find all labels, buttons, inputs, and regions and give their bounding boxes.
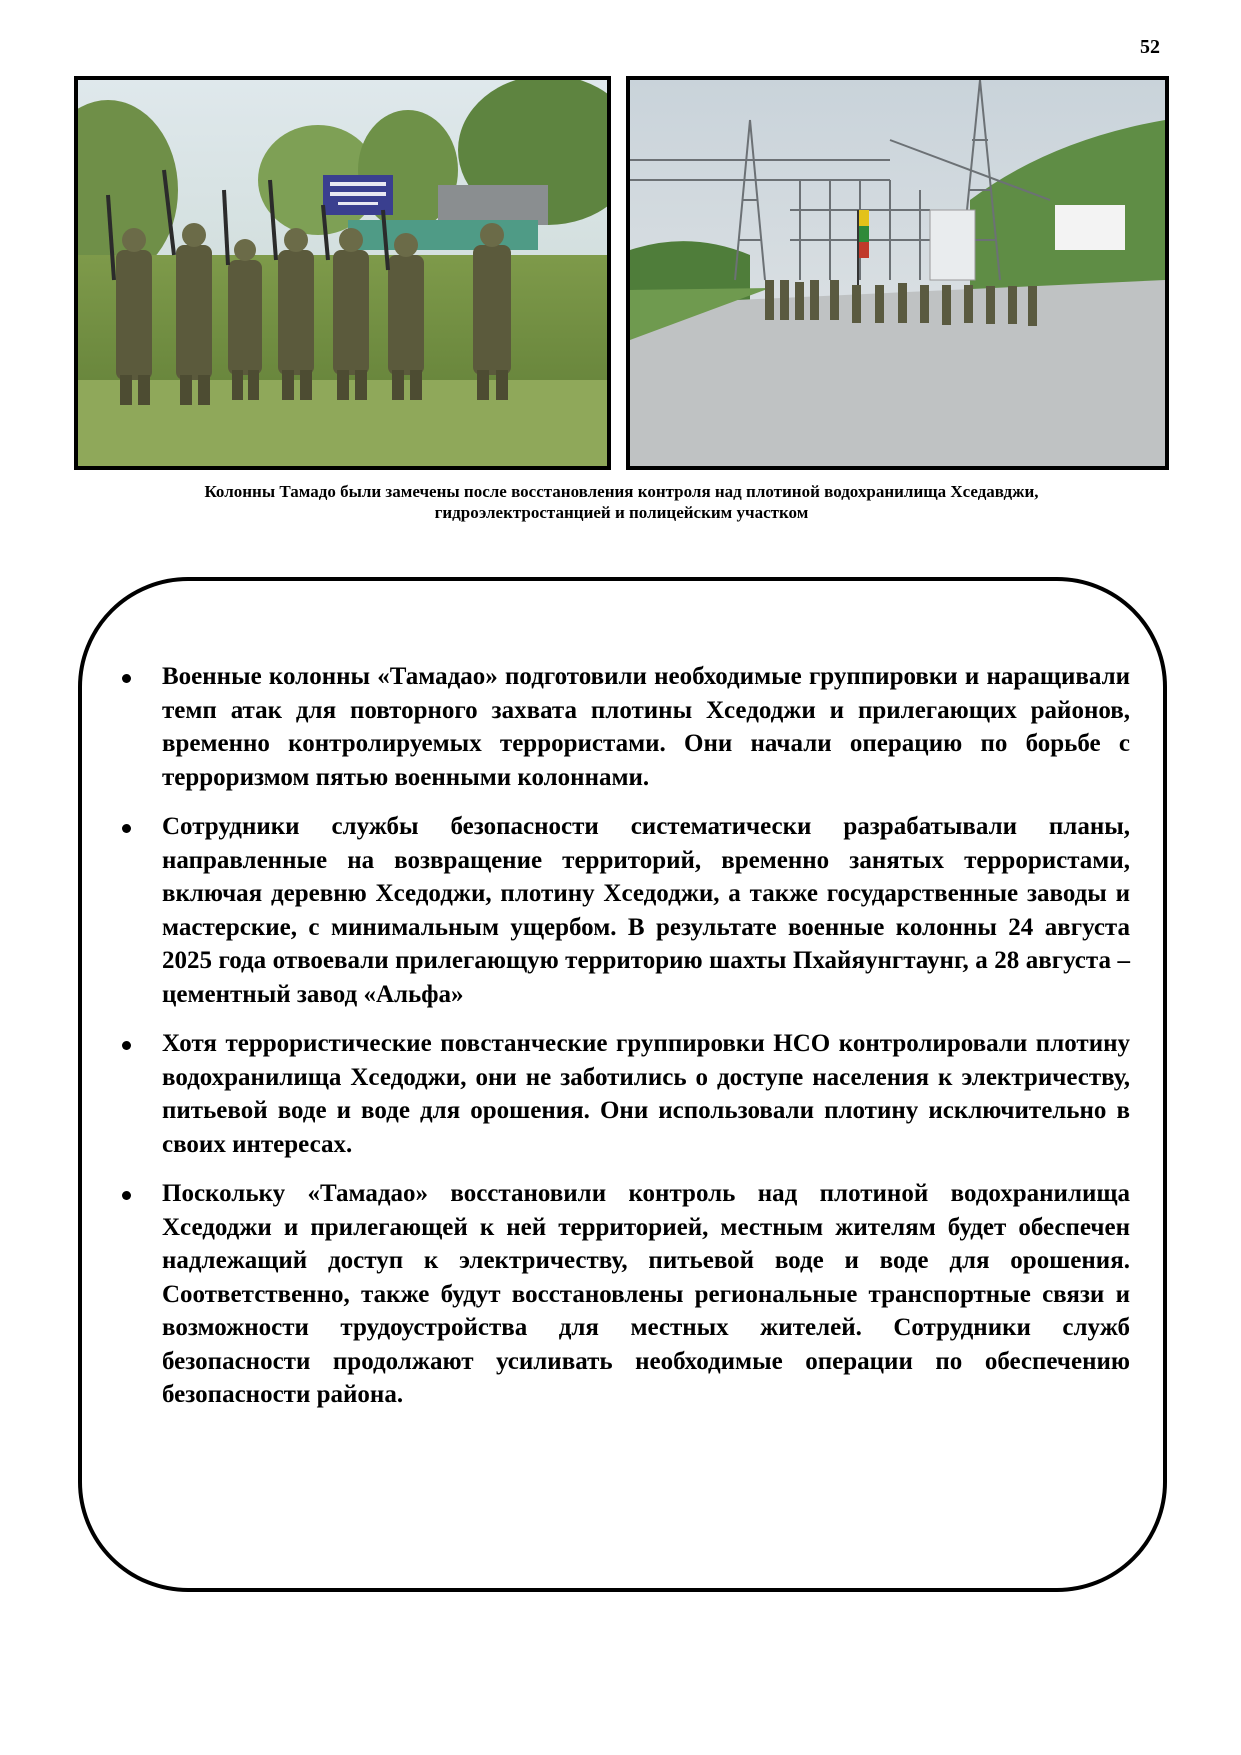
list-item [108, 810, 1130, 1011]
bullet-icon [122, 674, 131, 683]
soldiers-with-flag-photo [78, 80, 607, 466]
list-item [108, 660, 1130, 794]
page-number: 52 [1140, 36, 1160, 58]
caption-line-2: гидроэлектростанцией и полицейским участком [434, 503, 809, 522]
photo-soldiers-field [74, 76, 611, 470]
photo-substation [626, 76, 1169, 470]
bullet-text: Хотя террористические повстанческие группировки НСО контролировали плотину водохранилища Хседоджи, они не заботились о доступе населения к электричеству, питьевой воде и воде для орошения. Они использовали плотину исключительно в своих интересах. [162, 1030, 1130, 1158]
bullet-icon [122, 824, 131, 833]
list-item [108, 1027, 1130, 1161]
bullet-text: Поскольку «Тамадао» восстановили контроль над плотиной водохранилища Хседоджи и прилегающей к ней территорией, местным жителям будет обеспечен надлежащий доступ к электричеству, питьевой воде и воде для орошения. Соответственно, также будут восстановлены региональные транспортные связи и возможности трудоустройства для местных жителей. Сотрудники служб безопасности продолжают усиливать необходимые операции по обеспечению безопасности района. [162, 1180, 1130, 1408]
photo-caption [74, 481, 1169, 523]
bullet-list [108, 660, 1130, 1428]
list-item [108, 1177, 1130, 1412]
hydropower-substation-photo [630, 80, 1165, 466]
caption-line-1: Колонны Тамадо были замечены после восстановления контроля над плотиной водохранилища Хседавджи, [204, 482, 1039, 501]
bullet-text: Военные колонны «Тамадао» подготовили необходимые группировки и наращивали темп атак для повторного захвата плотины Хседоджи и прилегающих районов, временно контролируемых террористами. Они начали операцию по борьбе с терроризмом пятью военными колоннами. [162, 663, 1130, 791]
bullet-icon [122, 1041, 131, 1050]
bullet-icon [122, 1191, 131, 1200]
bullet-text: Сотрудники службы безопасности систематически разрабатывали планы, направленные на возвращение территорий, временно занятых террористами, включая деревню Хседоджи, плотину Хседоджи, а также государственные заводы и мастерские, с минимальным ущербом. В результате военные колонны 24 августа 2025 года отвоевали прилегающую территорию шахты Пхайяунгтаунг, а 28 августа – цементный завод «Альфа» [162, 813, 1130, 1008]
